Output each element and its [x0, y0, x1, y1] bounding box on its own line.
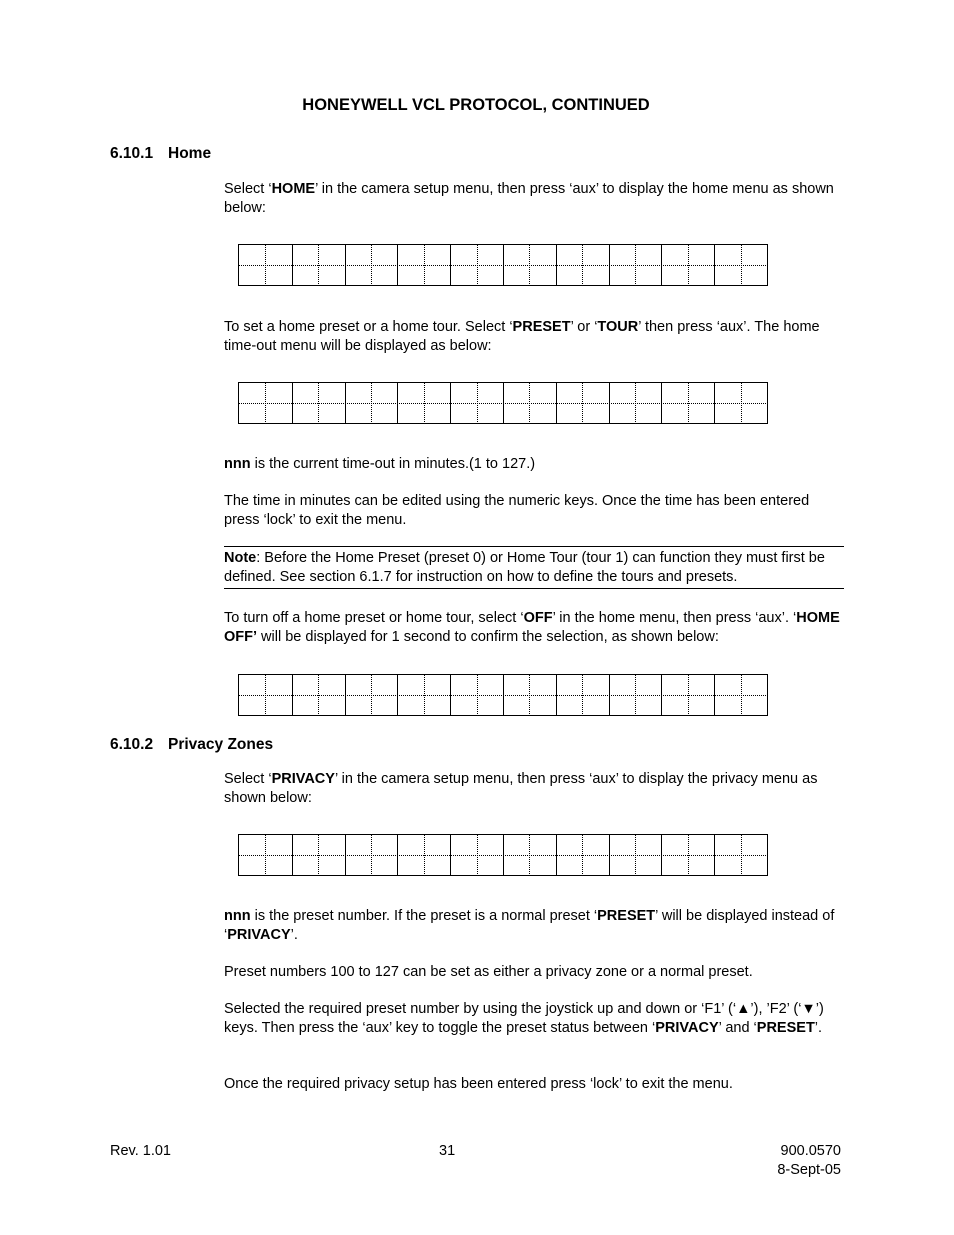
lcd-display-home-off [238, 674, 768, 716]
note-box: Note: Before the Home Preset (preset 0) or Home Tour (tour 1) can function they must first be defined. See section 6.1.7 for instruction on how to define the tours and presets. [224, 546, 844, 589]
section-heading-privacy: 6.10.2 Privacy Zones [110, 736, 274, 753]
lcd-grid [239, 675, 767, 715]
page-title: HONEYWELL VCL PROTOCOL, CONTINUED [302, 96, 650, 114]
paragraph-home-off: To turn off a home preset or home tour, select ‘OFF’ in the home menu, then press ‘aux’. ‘HOME OFF’ will be displayed for 1 second to confirm the selection, as shown below: [224, 610, 840, 645]
footer-document-number: 900.0570 [780, 1143, 841, 1159]
footer-revision: Rev. 1.01 [110, 1143, 171, 1159]
lcd-grid [239, 245, 767, 285]
footer-date: 8-Sept-05 [777, 1162, 841, 1178]
paragraph-nnn-timeout: nnn is the current time-out in minutes.(1 to 127.) [224, 456, 536, 472]
section-heading-home: 6.10.1 Home [110, 145, 212, 162]
lcd-grid [239, 835, 767, 875]
lcd-display-home-timeout [238, 382, 768, 424]
paragraph-select-preset: Selected the required preset number by using the joystick up and down or ‘F1’ (‘▲’), ’F2’ (‘▼’) keys. Then press the ‘aux’ key to toggle the preset status between ‘PRIVACY’ and ‘PRESET’. [224, 1001, 824, 1036]
paragraph-preset-range: Preset numbers 100 to 127 can be set as either a privacy zone or a normal preset. [224, 964, 753, 980]
paragraph-lock-exit: Once the required privacy setup has been entered press ‘lock’ to exit the menu. [224, 1076, 733, 1092]
paragraph-privacy-intro: Select ‘PRIVACY’ in the camera setup menu, then press ‘aux’ to display the privacy menu as shown below: [224, 771, 818, 806]
paragraph-home-intro: Select ‘HOME’ in the camera setup menu, then press ‘aux’ to display the home menu as shown below: [224, 181, 834, 216]
paragraph-nnn-preset: nnn is the preset number. If the preset is a normal preset ‘PRESET’ will be displayed instead of ‘PRIVACY’. [224, 908, 835, 943]
paragraph-edit-time: The time in minutes can be edited using the numeric keys. Once the time has been entered press ‘lock’ to exit the menu. [224, 493, 810, 528]
lcd-grid [239, 383, 767, 423]
lcd-display-privacy-menu [238, 834, 768, 876]
footer-page-number: 31 [439, 1143, 456, 1159]
paragraph-home-preset: To set a home preset or a home tour. Select ‘PRESET’ or ‘TOUR’ then press ‘aux’. The home time-out menu will be displayed as below: [224, 319, 820, 354]
lcd-display-home-menu [238, 244, 768, 286]
